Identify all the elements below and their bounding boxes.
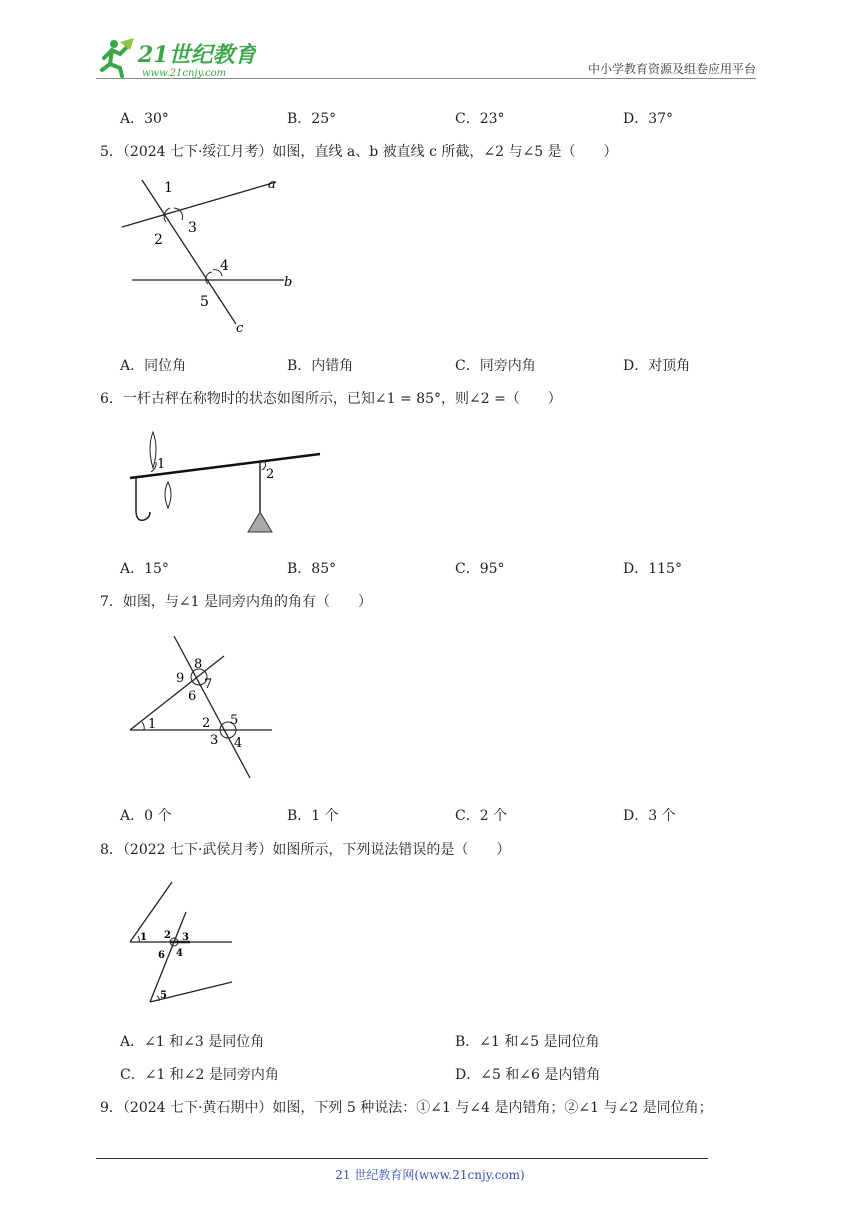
logo-text: 21世纪教育 xyxy=(138,42,256,68)
q5-option-d: D．对顶角 xyxy=(623,358,691,374)
header-platform-text: 中小学教育资源及组卷应用平台 xyxy=(587,62,756,76)
footer-divider xyxy=(96,1158,708,1159)
q7-question: 7．如图，与∠1 是同旁内角的角有（ ） xyxy=(100,594,372,610)
q8-label-3: 3 xyxy=(182,932,189,943)
q8-figure xyxy=(126,878,236,1008)
q7-label-3: 3 xyxy=(210,733,219,748)
q7-label-6: 6 xyxy=(188,689,197,704)
q8-option-a: A．∠1 和∠3 是同位角 xyxy=(120,1034,265,1050)
q4-option-b: B．25° xyxy=(287,111,337,127)
q5-label-4: 4 xyxy=(220,258,229,274)
q6-option-c: C．95° xyxy=(455,561,505,577)
q7-label-7: 7 xyxy=(204,677,213,692)
q8-option-c: C．∠1 和∠2 是同旁内角 xyxy=(120,1067,279,1083)
q5-figure xyxy=(118,172,308,337)
q6-label-2: 2 xyxy=(266,467,275,482)
q6-figure xyxy=(120,428,330,538)
q7-label-9: 9 xyxy=(176,671,185,686)
q5-option-c: C．同旁内角 xyxy=(455,358,536,374)
footer-site-link[interactable]: 21 世纪教育网(www.21cnjy.com) xyxy=(335,1168,525,1182)
q6-option-a: A．15° xyxy=(120,561,169,577)
q5-label-a: a xyxy=(268,177,276,192)
q7-label-5: 5 xyxy=(230,713,239,728)
q5-label-1: 1 xyxy=(164,180,173,196)
q5-label-3: 3 xyxy=(188,220,197,236)
q8-label-1: 1 xyxy=(140,932,147,943)
q6-question: 6．一杆古秤在称物时的状态如图所示，已知∠1 = 85°，则∠2 =（ ） xyxy=(100,391,562,407)
q8-label-6: 6 xyxy=(158,950,165,961)
q4-option-a: A．30° xyxy=(120,111,169,127)
q7-label-8: 8 xyxy=(194,657,203,672)
q5-option-a: A．同位角 xyxy=(120,358,187,374)
q7-option-d: D．3 个 xyxy=(623,808,676,824)
q6-label-1: 1 xyxy=(157,457,166,472)
header-divider xyxy=(96,78,756,79)
q7-label-4: 4 xyxy=(234,736,243,751)
q6-option-d: D．115° xyxy=(623,561,682,577)
q5-label-c: c xyxy=(236,321,244,336)
brand-logo xyxy=(96,36,256,80)
q4-option-d: D．37° xyxy=(623,111,674,127)
q8-label-2: 2 xyxy=(164,930,171,941)
q5-label-5: 5 xyxy=(200,294,209,310)
q9-question: 9．（2024 七下·黄石期中）如图，下列 5 种说法：①∠1 与∠4 是内错角；②∠1 与∠2 是同位角； xyxy=(100,1100,713,1116)
q5-label-b: b xyxy=(284,275,293,290)
q7-option-a: A．0 个 xyxy=(120,808,172,824)
logo-url: www.21cnjy.com xyxy=(142,68,227,79)
q8-option-b: B．∠1 和∠5 是同位角 xyxy=(455,1034,600,1050)
q5-label-2: 2 xyxy=(154,232,163,248)
q7-option-c: C．2 个 xyxy=(455,808,508,824)
q7-label-2: 2 xyxy=(202,716,211,731)
runner-logo-icon xyxy=(96,36,256,80)
q8-label-5: 5 xyxy=(160,990,167,1001)
q6-option-b: B．85° xyxy=(287,561,337,577)
q5-question: 5．（2024 七下·绥江月考）如图，直线 a、b 被直线 c 所截，∠2 与∠5 是（ ） xyxy=(100,144,618,160)
q7-figure xyxy=(126,632,276,782)
q8-question: 8．（2022 七下·武侯月考）如图所示，下列说法错误的是（ ） xyxy=(100,842,511,858)
q7-label-1: 1 xyxy=(148,717,157,732)
q7-option-b: B．1 个 xyxy=(287,808,339,824)
q8-label-4: 4 xyxy=(176,948,183,959)
q5-option-b: B．内错角 xyxy=(287,358,354,374)
q4-option-c: C．23° xyxy=(455,111,505,127)
q8-option-d: D．∠5 和∠6 是内错角 xyxy=(455,1067,601,1083)
